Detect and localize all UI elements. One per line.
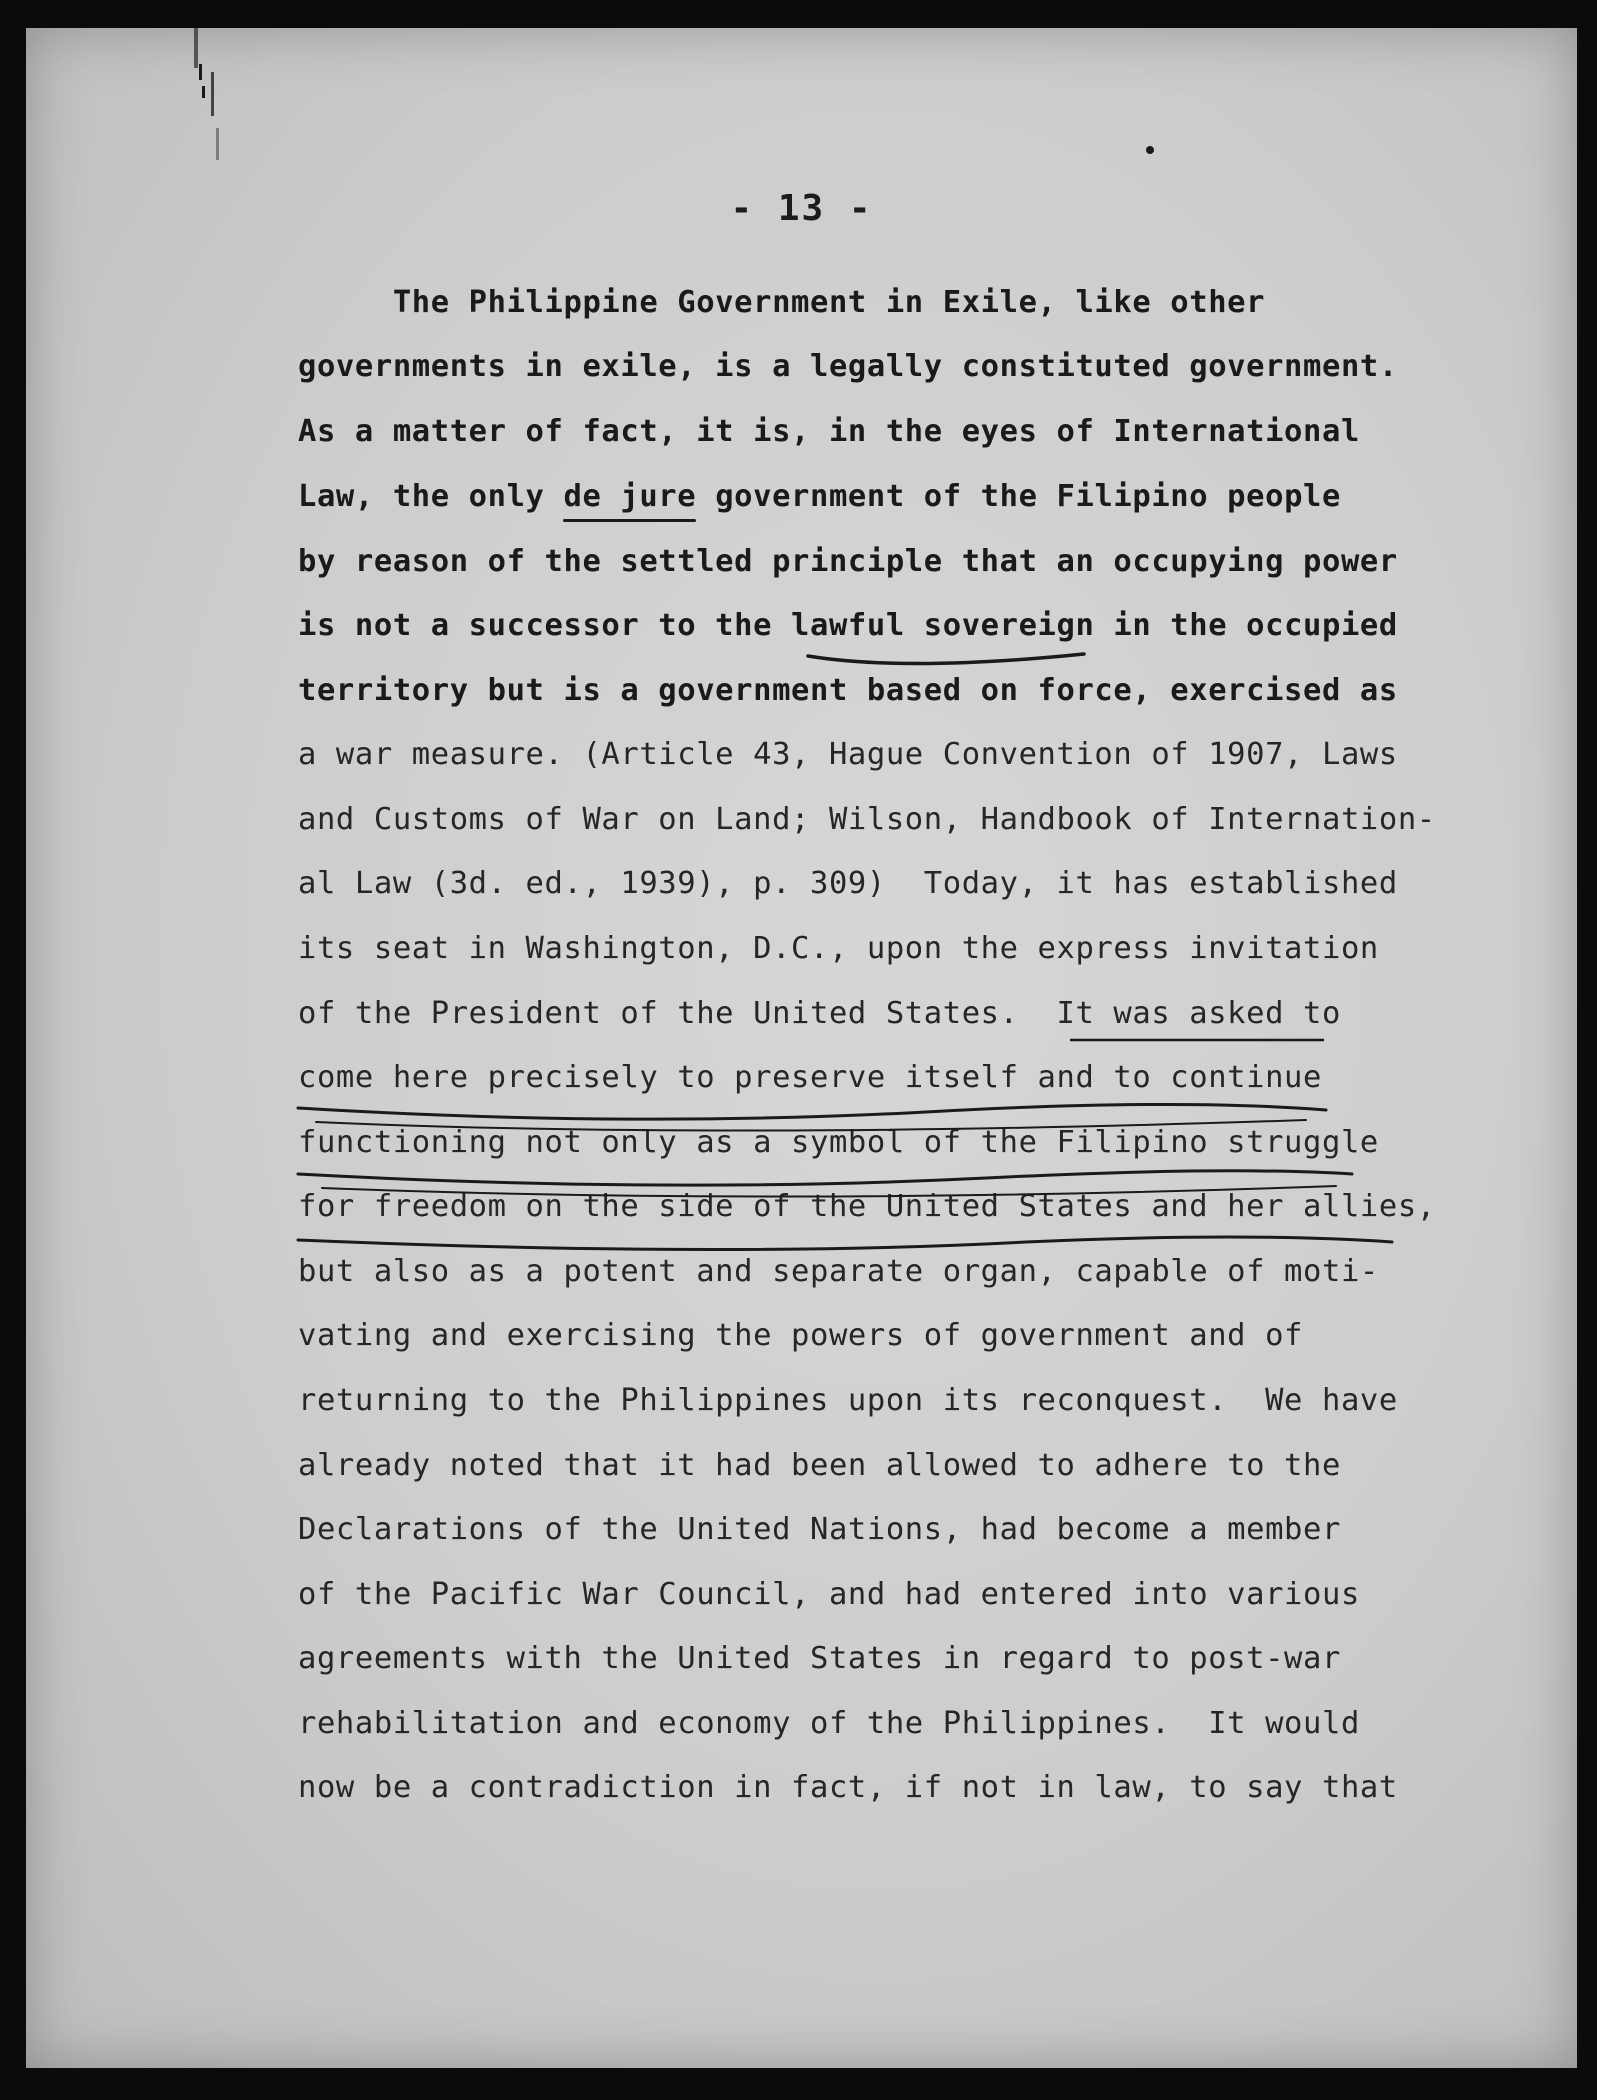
text-line: by reason of the settled principle that an occupying power	[298, 544, 1398, 579]
handwritten-underlines	[26, 28, 1577, 2068]
text-line: agreements with the United States in regard to post-war	[298, 1641, 1341, 1676]
underlined-phrase: de jure	[563, 479, 697, 514]
text-line: Law, the only de jure government of the Filipino people	[298, 479, 1341, 514]
text-line: but also as a potent and separate organ, capable of moti-	[298, 1254, 1379, 1289]
text-line: returning to the Philippines upon its reconquest. We have	[298, 1383, 1398, 1418]
underlined-phrase: lawful sovereign	[791, 608, 1095, 643]
text-line: is not a successor to the lawful sovereign in the occupied	[298, 608, 1398, 643]
text-line: functioning not only as a symbol of the Filipino struggle	[298, 1125, 1379, 1160]
text-line: governments in exile, is a legally constituted government.	[298, 349, 1398, 384]
text-line: for freedom on the side of the United States and her allies,	[298, 1189, 1436, 1224]
text-line: al Law (3d. ed., 1939), p. 309) Today, it has established	[298, 866, 1398, 901]
text-line: a war measure. (Article 43, Hague Convention of 1907, Laws	[298, 737, 1398, 772]
underline-come-here	[298, 1104, 1326, 1119]
underline-lawful-sovereign	[808, 654, 1084, 664]
text-line: The Philippine Government in Exile, like other	[298, 285, 1266, 320]
text-line: As a matter of fact, it is, in the eyes of International	[298, 414, 1360, 449]
underlined-phrase: It was asked to	[1056, 996, 1341, 1031]
text-line: come here precisely to preserve itself and to continue	[298, 1060, 1322, 1095]
staple-marks	[26, 28, 1577, 2068]
text-line: already noted that it had been allowed to adhere to the	[298, 1448, 1341, 1483]
text-line: of the President of the United States. It was asked to	[298, 996, 1341, 1031]
text-line: territory but is a government based on force, exercised as	[298, 673, 1398, 708]
page-number: - 13 -	[730, 188, 873, 229]
underline-for-freedom	[298, 1237, 1392, 1250]
underline-functioning	[298, 1171, 1352, 1185]
text-line: its seat in Washington, D.C., upon the express invitation	[298, 931, 1379, 966]
document-page	[26, 28, 1577, 2068]
text-line: rehabilitation and economy of the Philippines. It would	[298, 1706, 1360, 1741]
text-line: vating and exercising the powers of government and of	[298, 1318, 1304, 1353]
text-line: of the Pacific War Council, and had entered into various	[298, 1577, 1360, 1612]
text-line: Declarations of the United Nations, had become a member	[298, 1512, 1341, 1547]
text-line: now be a contradiction in fact, if not in law, to say that	[298, 1770, 1398, 1805]
text-line: and Customs of War on Land; Wilson, Handbook of Internation-	[298, 802, 1436, 837]
